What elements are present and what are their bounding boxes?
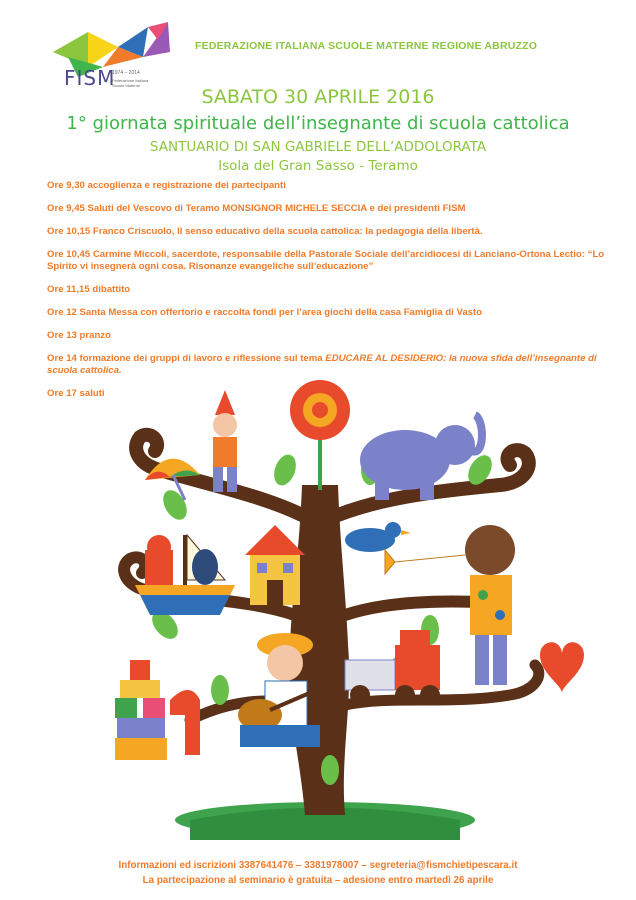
program-item: Ore 14 formazione dei gruppi di lavoro e riflessione sul tema EDUCARE AL DESIDERIO: la nuova sfida dell’insegnante di scuola cattolica. bbox=[47, 353, 597, 376]
footer-note: La partecipazione al seminario è gratuita – adesione entro martedì 26 aprile bbox=[142, 875, 494, 886]
event-title: 1° giornata spirituale dell’insegnante di scuola cattolica bbox=[66, 113, 570, 134]
tree-illustration bbox=[70, 375, 590, 840]
federation-name: FEDERAZIONE ITALIANA SCUOLE MATERNE REGIONE ABRUZZO bbox=[195, 40, 538, 52]
program-item: Ore 12 Santa Messa con offertorio e raccolta fondi per l’area giochi della casa Famiglia di Vasto bbox=[47, 307, 483, 318]
logo-text: FISM bbox=[64, 66, 116, 90]
logo-subtitle: Federazione Italiana Scuole Materne bbox=[112, 78, 149, 88]
event-date: SABATO 30 APRILE 2016 bbox=[201, 86, 435, 108]
program-item: Ore 9,45 Saluti del Vescovo di Teramo MONSIGNOR MICHELE SECCIA e dei presidenti FISM bbox=[47, 203, 466, 214]
program-item: Ore 10,15 Franco Criscuolo, Il senso educativo della scuola cattolica: la pedagogia della libertà. bbox=[47, 226, 483, 237]
program-item: Ore 17 saluti bbox=[47, 388, 105, 399]
footer-contacts: Informazioni ed iscrizioni 3387641476 – 3381978007 – segreteria@fismchietipescara.it bbox=[118, 860, 518, 871]
logo-years: 1974 – 2014 bbox=[112, 70, 140, 76]
event-venue: SANTUARIO DI SAN GABRIELE DELL’ADDOLORATA bbox=[149, 139, 487, 155]
event-place: Isola del Gran Sasso - Teramo bbox=[218, 158, 418, 174]
program-item: Ore 13 pranzo bbox=[47, 330, 111, 341]
program-item: Ore 11,15 dibattito bbox=[47, 284, 131, 295]
program-theme: EDUCARE AL DESIDERIO: la nuova sfida dell’insegnante di scuola cattolica. bbox=[47, 353, 597, 376]
program-item: Ore 9,30 accoglienza e registrazione dei partecipanti bbox=[47, 180, 286, 191]
program-item: Ore 10,45 Carmine Miccoli, sacerdote, responsabile della Pastorale Sociale dell’arcidiocesi di Lanciano-Ortona Lectio: “Lo Spirito vi insegnerà ogni cosa. Risonanze evangeliche sull’educazione” bbox=[47, 249, 605, 272]
